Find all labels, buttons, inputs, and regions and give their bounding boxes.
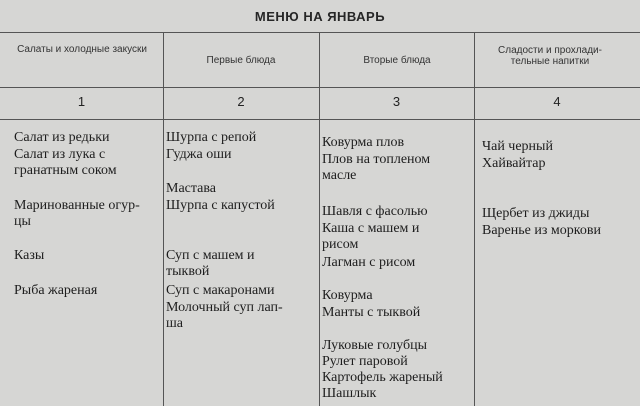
column-divider-3 bbox=[474, 32, 475, 406]
menu-item: Казы bbox=[14, 248, 45, 263]
menu-item: Рыба жареная bbox=[14, 283, 98, 298]
menu-item: Шашлык bbox=[322, 386, 377, 401]
menu-item: Луковые голубцы bbox=[322, 338, 427, 353]
column-number-3: 3 bbox=[392, 94, 401, 109]
menu-item: Ковурма плов bbox=[322, 135, 405, 150]
column-divider-1 bbox=[163, 32, 164, 406]
menu-title: МЕНЮ НА ЯНВАРЬ bbox=[254, 9, 386, 24]
number-row-bottom-rule bbox=[0, 119, 640, 120]
column-divider-2 bbox=[319, 32, 320, 406]
menu-item: Шавля с фасолью bbox=[322, 204, 428, 219]
column-header-second-courses: Вторые блюда bbox=[363, 55, 431, 66]
menu-item: Салат из редьки bbox=[14, 130, 110, 145]
column-header-first-courses: Первые блюда bbox=[206, 55, 276, 66]
column-number-1: 1 bbox=[77, 94, 86, 109]
menu-item: Варенье из моркови bbox=[482, 223, 601, 238]
menu-item: Ковурма bbox=[322, 288, 373, 303]
menu-item: Рулет паровой bbox=[322, 354, 408, 369]
menu-item: Чай черный bbox=[482, 139, 553, 154]
column-header-salads: Салаты и холодные закуски bbox=[17, 44, 147, 55]
menu-item: Лагман с рисом bbox=[322, 255, 416, 270]
column-number-4: 4 bbox=[553, 94, 561, 109]
column-number-2: 2 bbox=[237, 94, 245, 109]
menu-item: Мастава bbox=[166, 181, 217, 196]
menu-item: Суп с машем и тыквой bbox=[166, 248, 255, 279]
menu-item: Шурпа с репой bbox=[166, 130, 257, 145]
menu-item: Салат из лука с гранатным соком bbox=[14, 147, 117, 178]
menu-item: Каша с машем и рисом bbox=[322, 221, 420, 252]
menu-item: Гуджа оши bbox=[166, 147, 232, 162]
menu-item: Шурпа с капустой bbox=[166, 198, 275, 213]
menu-item: Маринованные огур- цы bbox=[14, 198, 140, 229]
menu-item: Щербет из джиды bbox=[482, 206, 590, 221]
menu-item: Хайвайтар bbox=[482, 156, 546, 171]
menu-item: Манты с тыквой bbox=[322, 305, 421, 320]
header-bottom-rule bbox=[0, 87, 640, 88]
table-top-rule bbox=[0, 32, 640, 33]
menu-item: Молочный суп лап- ша bbox=[166, 300, 283, 331]
menu-item: Суп с макаронами bbox=[166, 283, 275, 298]
menu-item: Картофель жареный bbox=[322, 370, 443, 385]
column-header-sweets-drinks: Сладости и прохлади-тельные напитки bbox=[498, 45, 602, 67]
menu-item: Плов на топленом масле bbox=[322, 152, 431, 183]
